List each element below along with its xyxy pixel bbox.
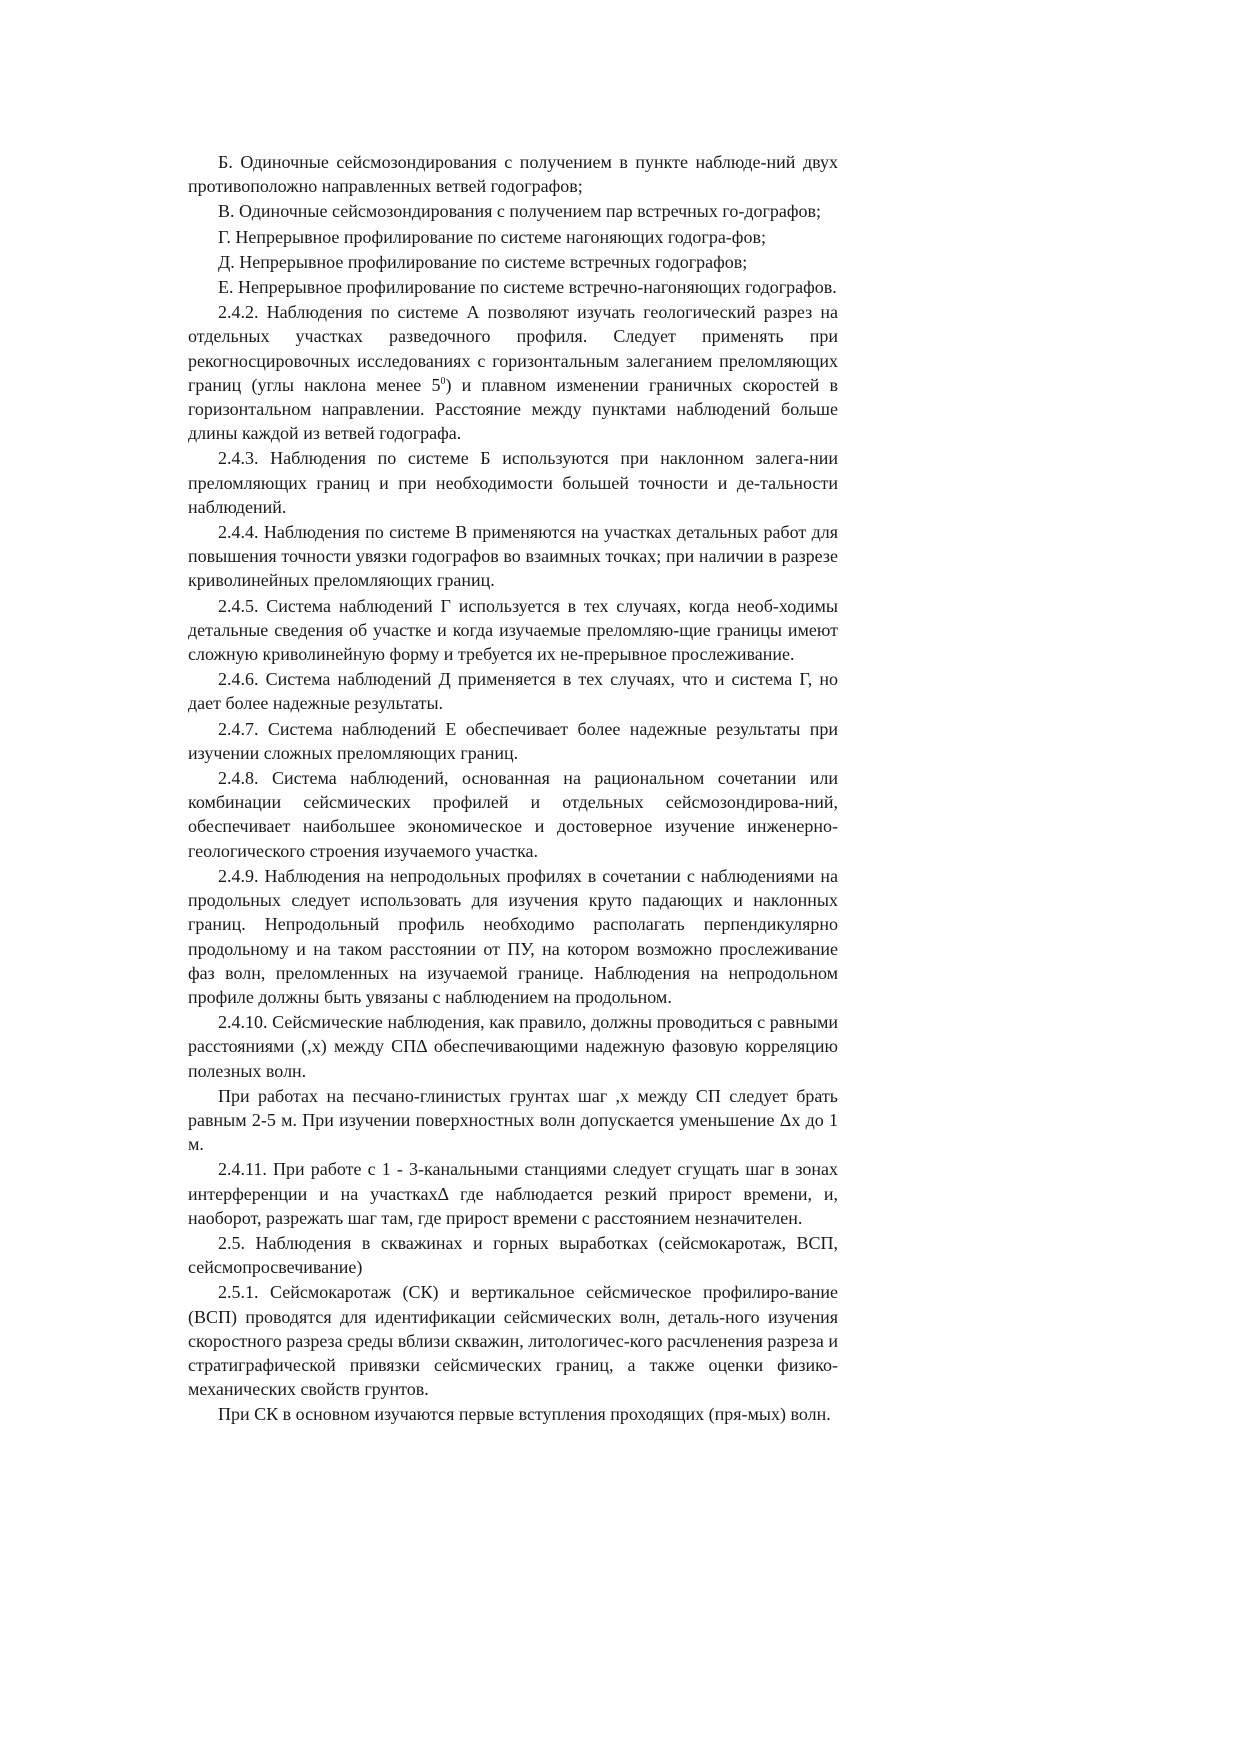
paragraph-g-catch-up-profiling: Г. Непрерывное профилирование по системе нагоняющих годогра-фов; [218,226,766,247]
paragraph-2-4-6: 2.4.6. Система наблюдений Д применяется в тех случаях, что и система Г, но дает более надежные результаты. [188,669,838,714]
paragraph-2-4-7: 2.4.7. Система наблюдений Е обеспечивает более надежные результаты при изучении сложных преломляющих границ. [188,718,838,763]
paragraph-sk-first-arrivals: При СК в основном изучаются первые вступления проходящих (пря-мых) волн. [218,1404,831,1425]
paragraph-e-combined-profiling: Е. Непрерывное профилирование по системе встречно-нагоняющих годографов. [218,277,837,298]
paragraph-b-single-soundings: Б. Одиночные сейсмозондирования с получением в пункте наблюде-ний двух противоположно направленных ветвей годографов; [188,152,838,197]
paragraph-2-4-11: 2.4.11. При работе с 1 - 3-канальными станциями следует сгущать шаг в зонах интерференции и на участкахΔ где наблюдается резкий прирост времени, и, наоборот, разрежать шаг там, где прирост времени с расстоянием незначителен. [188,1159,838,1228]
paragraph-2-4-2-text-before: 2.4.2. Наблюдения по системе А позволяют изучать геологический разрез на отдельных участках разведочного профиля. Следует применять при рекогносцировочных исследованиях с горизонтальным залеганием преломляющих границ (углы наклона менее 5 [188,302,838,395]
paragraph-2-4-2-text-after: ) и плавном изменении граничных скоростей в горизонтальном направлении. Расстояние между пунктами наблюдений больше длины каждой из ветвей годографа. [188,374,838,444]
paragraph-d-reversed-profiling: Д. Непрерывное профилирование по системе встречных годографов; [218,251,748,272]
section-heading-2-5: 2.5. Наблюдения в скважинах и горных выработках (сейсмокаротаж, ВСП, сейсмопросвечивание) [188,1232,838,1278]
degree-superscript: 0 [440,375,446,387]
paragraph-2-4-8: 2.4.8. Система наблюдений, основанная на рациональном сочетании или комбинации сейсмических профилей и отдельных сейсмозондирова-ний, обеспечивает наибольшее экономическое и достоверное изучение инженерно-геологического строения изучаемого участка. [188,768,838,861]
paragraph-2-4-3: 2.4.3. Наблюдения по системе Б используются при наклонном залега-нии преломляющих границ и при необходимости большей точности и де-тальности наблюдений. [188,448,838,517]
paragraph-2-4-2 [188,300,838,445]
paragraph-v-paired-soundings: В. Одиночные сейсмозондирования с получением пар встречных го-дографов; [218,201,822,222]
paragraph-2-4-9: 2.4.9. Наблюдения на непродольных профилях в сочетании с наблюдениями на продольных следует использовать для изучения круто падающих и наклонных границ. Непродольный профиль необходимо располагать перпендикулярно продольному и на таком расстоянии от ПУ, на котором возможно прослеживание фаз волн, преломленных на изучаемой границе. Наблюдения на непродольном профиле должны быть увязаны с наблюдением на продольном. [188,865,838,1007]
paragraph-sandy-clay-soils: При работах на песчано-глинистых грунтах шаг ,x между СП следует брать равным 2-5 м. При изучении поверхностных волн допускается уменьшение Δx до 1 м. [188,1085,838,1155]
paragraph-2-5-1: 2.5.1. Сейсмокаротаж (СК) и вертикальное сейсмическое профилиро-вание (ВСП) проводятся для идентификации сейсмических волн, деталь-ного изучения скоростного разреза среды вблизи скважин, литологичес-кого расчленения разреза и стратиграфической привязки сейсмических границ, а также оценки физико-механических свойств грунтов. [188,1282,838,1400]
document-page [188,150,838,1427]
paragraph-2-4-4: 2.4.4. Наблюдения по системе В применяются на участках детальных работ для повышения точности увязки годографов во взаимных точках; при наличии в разрезе криволинейных преломляющих границ. [188,522,838,591]
paragraph-2-4-5: 2.4.5. Система наблюдений Г используется в тех случаях, когда необ-ходимы детальные сведения об участке и когда изучаемые преломляю-щие границы имеют сложную криволинейную форму и требуется их не-прерывное прослеживание. [188,595,838,665]
paragraph-2-4-10: 2.4.10. Сейсмические наблюдения, как правило, должны проводиться с равными расстояниями (,x) между СПΔ обеспечивающими надежную фазовую корреляцию полезных волн. [188,1012,838,1081]
